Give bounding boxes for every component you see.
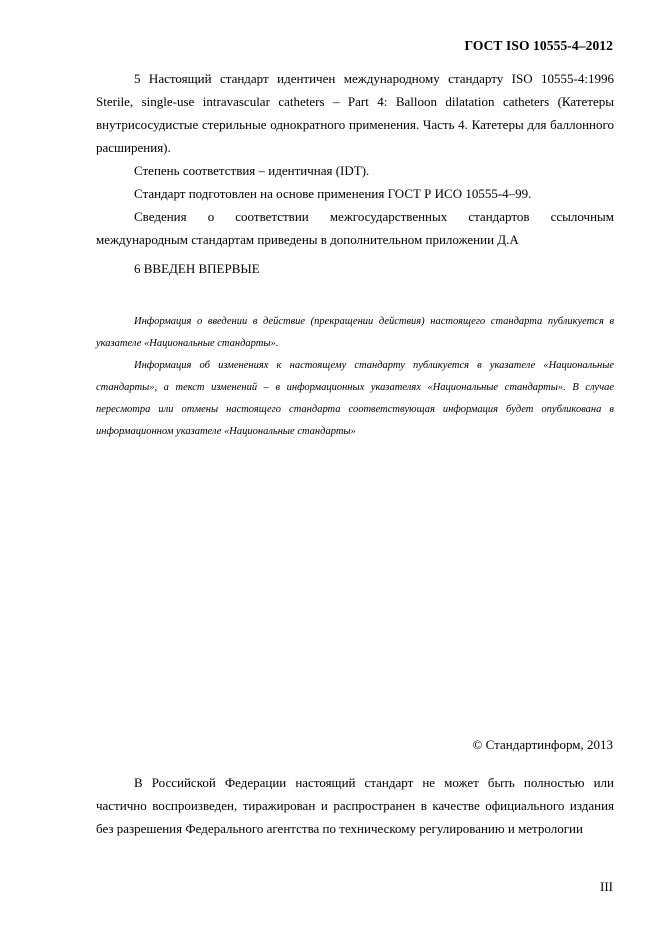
copyright-notice: © Стандартинформ, 2013 xyxy=(472,737,613,752)
section-5 xyxy=(96,67,614,251)
introduced-first-time: 6 ВВЕДЕН ВПЕРВЫЕ xyxy=(134,261,260,276)
info-enactment: Информация о введении в действие (прекращении действия) настоящего стандарта публикуется в указателе «Национальные стандарты». xyxy=(96,316,614,349)
identity-statement: 5 Настоящий стандарт идентичен международному стандарту ISO 10555-4:1996 Sterile, single-use intravascular catheters – Part 4: Balloon dilatation catheters (Катетеры внутрисосудистые стерильные однократного применения. Часть 4. Катетеры для баллонного расширения). xyxy=(96,71,614,155)
rights-notice xyxy=(96,771,614,840)
reference-standards-note: Сведения о соответствии межгосударственных стандартов ссылочным международным стандартам приведены в дополнительном приложении Д.А xyxy=(96,209,614,247)
page-number: III xyxy=(600,879,613,894)
publication-info xyxy=(96,311,614,443)
section-6 xyxy=(96,259,614,279)
document-designation: ГОСТ ISO 10555-4–2012 xyxy=(464,38,613,53)
conformity-degree: Степень соответствия – идентичная (IDT). xyxy=(134,163,370,178)
preparation-basis: Стандарт подготовлен на основе применения ГОСТ Р ИСО 10555-4–99. xyxy=(134,186,532,201)
info-changes: Информация об изменениях к настоящему стандарту публикуется в указателе «Национальные стандарты», а текст изменений – в информационных указателях «Национальные стандарты». В случае пересмотра или отмены настоящего стандарта соответствующая информация будет опубликована в информационном указателе «Национальные стандарты» xyxy=(96,360,614,437)
rights-text: В Российской Федерации настоящий стандарт не может быть полностью или частично воспроизведен, тиражирован и распространен в качестве официального издания без разрешения Федерального агентства по техническому регулированию и метрологии xyxy=(96,775,614,836)
